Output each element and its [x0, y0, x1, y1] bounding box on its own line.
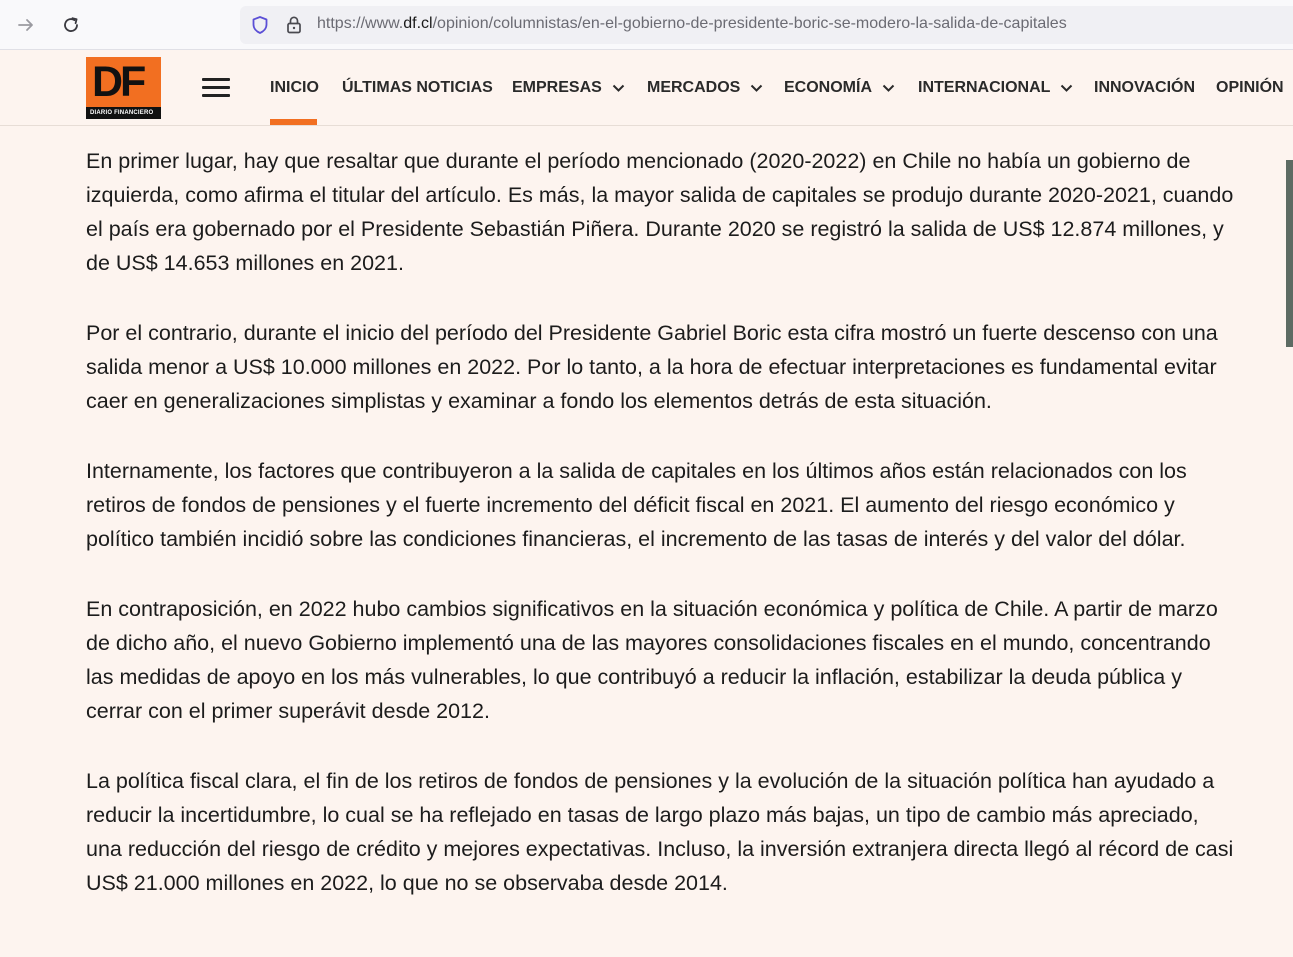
- address-bar[interactable]: [240, 6, 1293, 44]
- nav-item-opinion[interactable]: [1216, 79, 1284, 97]
- nav-item-ultimas-noticias[interactable]: [342, 79, 493, 97]
- logo-letters: DF: [92, 58, 144, 106]
- chevron-down-icon: [1060, 84, 1073, 93]
- nav-label: INNOVACIÓN: [1094, 79, 1196, 96]
- url-prefix: https://www.: [317, 15, 404, 32]
- tracking-protection-shield-icon[interactable]: [250, 15, 270, 35]
- logo-subtitle: DIARIO FINANCIERO: [90, 110, 154, 116]
- article-paragraph: En primer lugar, hay que resaltar que durante el período mencionado (2020-2022) en Chile no había un gobierno de izquierda, como afirma el titular del artículo. Es más, la mayor salida de capitales se produjo durante 2020-2021, cuando el país era gobernado por el Presidente Sebastián Piñera. Durante 2020 se registró la salida de US$ 12.874 millones, y de US$ 14.653 millones en 2021.: [86, 149, 1234, 275]
- url-domain: df.cl: [403, 15, 433, 32]
- nav-label: EMPRESAS: [512, 79, 602, 96]
- df-logo[interactable]: [86, 57, 161, 119]
- nav-item-inicio[interactable]: [270, 79, 319, 97]
- nav-item-empresas[interactable]: [512, 79, 625, 97]
- nav-label: MERCADOS: [647, 79, 741, 96]
- reload-button[interactable]: [57, 11, 85, 39]
- forward-button[interactable]: [12, 11, 40, 39]
- article-paragraph: La política fiscal clara, el fin de los retiros de fondos de pensiones y la evolución de la situación política han ayudado a reducir la incertidumbre, lo cual se ha reflejado en tasas de largo plazo más bajas, un tipo de cambio más apreciado, una reducción del riesgo de crédito y mejores expectativas. Incluso, la inversión extranjera directa llegó al récord de casi US$ 21.000 millones en 2022, lo que no se observaba desde 2014.: [86, 769, 1234, 895]
- nav-item-mercados[interactable]: [647, 79, 763, 97]
- nav-label: INICIO: [270, 79, 319, 96]
- url-text: [317, 15, 1067, 33]
- active-nav-indicator: [270, 119, 317, 125]
- article-paragraph: Internamente, los factores que contribuyeron a la salida de capitales en los últimos años están relacionados con los retiros de fondos de pensiones y el fuerte incremento del déficit fiscal en 2021. El aumento del riesgo económico y político también incidió sobre las condiciones financieras, el incremento de las tasas de interés y del valor del dólar.: [86, 459, 1187, 551]
- nav-label: ÚLTIMAS NOTICIAS: [342, 79, 493, 96]
- nav-item-economia[interactable]: [784, 79, 895, 97]
- forward-arrow-icon: [16, 15, 36, 35]
- side-banner-ad[interactable]: [1286, 160, 1293, 347]
- lock-icon[interactable]: [285, 15, 303, 35]
- nav-label: ECONOMÍA: [784, 79, 872, 96]
- reload-icon: [61, 15, 81, 35]
- nav-item-internacional[interactable]: [918, 79, 1073, 97]
- url-path: /opinion/columnistas/en-el-gobierno-de-presidente-boric-se-modero-la-salida-de-capitales: [432, 15, 1067, 32]
- nav-label: INTERNACIONAL: [918, 79, 1051, 96]
- chevron-down-icon: [882, 84, 895, 93]
- site-header: [0, 50, 1293, 126]
- nav-item-innovacion[interactable]: [1094, 79, 1195, 97]
- chevron-down-icon: [612, 84, 625, 93]
- article-body: [86, 144, 1236, 936]
- nav-label: OPINIÓN: [1216, 79, 1284, 96]
- chevron-down-icon: [750, 84, 763, 93]
- hamburger-menu-icon[interactable]: [202, 78, 230, 100]
- article-paragraph: Por el contrario, durante el inicio del período del Presidente Gabriel Boric esta cifra mostró un fuerte descenso con una salida menor a US$ 10.000 millones en 2022. Por lo tanto, a la hora de efectuar interpretaciones es fundamental evitar caer en generalizaciones simplistas y examinar a fondo los elementos detrás de esta situación.: [86, 321, 1218, 413]
- browser-toolbar: [0, 0, 1293, 50]
- article-paragraph: En contraposición, en 2022 hubo cambios significativos en la situación económica y política de Chile. A partir de marzo de dicho año, el nuevo Gobierno implementó una de las mayores consolidaciones fiscales en el mundo, concentrando las medidas de apoyo en los más vulnerables, lo que contribuyó a reducir la inflación, estabilizar la deuda pública y cerrar con el primer superávit desde 2012.: [86, 597, 1218, 723]
